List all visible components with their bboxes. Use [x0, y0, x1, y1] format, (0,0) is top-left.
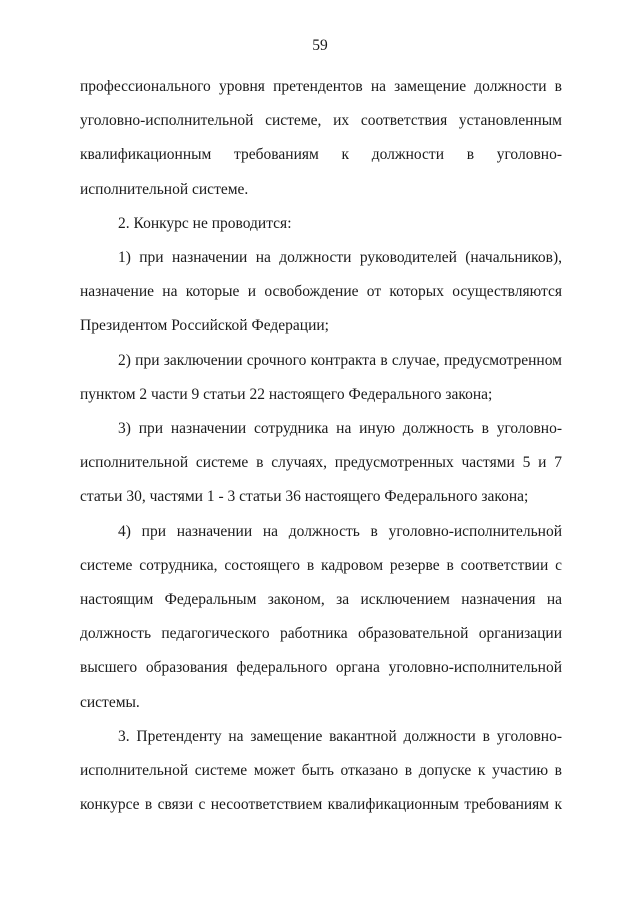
paragraph-item-2-1: 1) при назначении на должности руководителей (начальников), назначение на которые и освобождение от которых осуществляются Президентом Российской Федерации;: [80, 249, 562, 335]
paragraph-continuation: профессионального уровня претендентов на замещение должности в уголовно-исполнительной системе, их соответствия установленным квалификационным требованиям к должности в уголовно-исполнительной системе.: [80, 78, 562, 198]
paragraph-item-3: 3. Претенденту на замещение вакантной должности в уголовно-исполнительной системе может быть отказано в допуске к участию в конкурсе в связи с несоответствием квалификационным требованиям к: [80, 727, 562, 814]
paragraph-item-2-2: 2) при заключении срочного контракта в случае, предусмотренном пунктом 2 части 9 статьи 22 настоящего Федерального закона;: [80, 351, 562, 403]
paragraph-item-2-3: 3) при назначении сотрудника на иную должность в уголовно-исполнительной системе в случаях, предусмотренных частями 5 и 7 статьи 30, частями 1 - 3 статьи 36 настоящего Федерального закона;: [80, 420, 562, 506]
paragraph-item-2-4: 4) при назначении на должность в уголовно-исполнительной системе сотрудника, состоящего в кадровом резерве в соответствии с настоящим Федеральным законом, за исключением назначения на должность педагогического работника образовательной организации высшего образования федерального органа уголовно-исполнительной системы.: [80, 522, 562, 711]
paragraph-item-2: 2. Конкурс не проводится:: [118, 214, 292, 232]
document-body: [80, 70, 562, 822]
page-number: 59: [312, 37, 328, 54]
